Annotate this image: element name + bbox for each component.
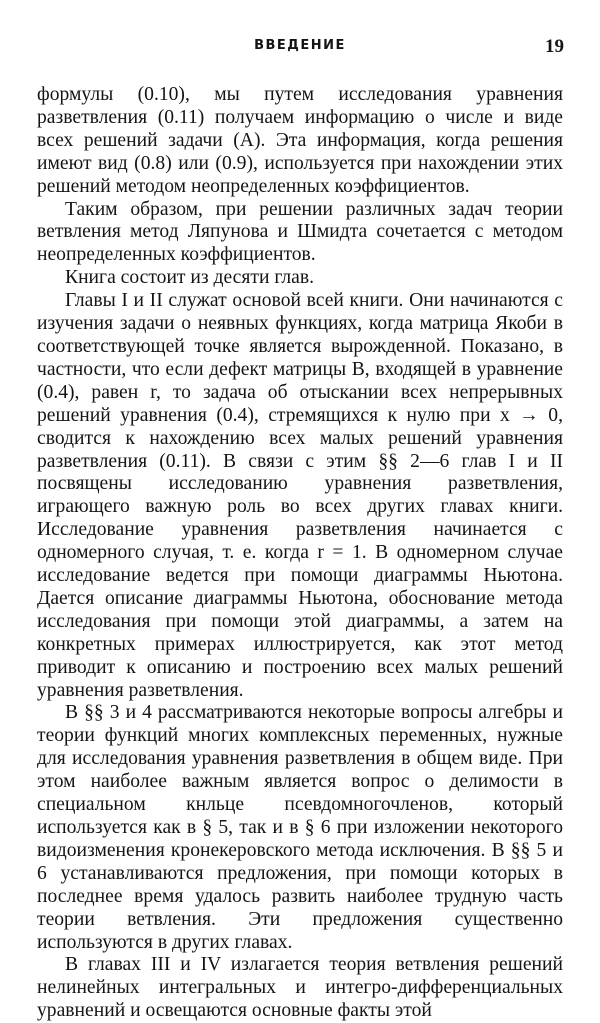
paragraph: Главы I и II служат основой всей книги. Они начинаются с изучения задачи о неявных функциях, когда матрица Якоби в соответствующей точке является вырожденной. Показано, в частности, что если дефект матрицы B, входящей в уравнение (0.4), равен r, то задача об отыскании всех непрерывных решений уравнения (0.4), стремящихся к нулю при x → 0, сводится к нахождению всех малых решений уравнения разветвления (0.11). В связи с этим §§ 2—6 глав I и II посвящены исследованию уравнения разветвления, играющего важную роль во всех других главах книги. Исследование уравнения разветвления начинается с одномерного случая, т. е. когда r = 1. В одномерном случае исследование ведется при помощи диаграммы Ньютона. Дается описание диаграммы Ньютона, обоснование метода исследования при помощи этой диаграммы, а затем на конкретных примерах иллюстрируется, как этот метод приводит к описанию и построению всех малых решений уравнения разветвления. <box>37 290 563 701</box>
paragraph: В §§ 3 и 4 рассматриваются некоторые вопросы алгебры и теории функций многих комплексных переменных, нужные для исследования уравнения разветвления в общем виде. При этом наиболее важным является вопрос о делимости в специальном кнльце псевдомногочленов, который используется как в § 5, так и в § 6 при изложении некоторого видоизменения кронекеровского метода исключения. В §§ 5 и 6 устанавливаются предложения, при помощи которых в последнее время удалось развить наиболее трудную часть теории ветвления. Эти предложения существенно используются в других главах. <box>37 702 563 953</box>
page-header <box>36 38 564 62</box>
paragraph: формулы (0.10), мы путем исследования уравнения разветвления (0.11) получаем информацию о числе и виде всех решений задачи (A). Эта информация, когда решения имеют вид (0.8) или (0.9), используется при нахождении этих решений методом неопределенных коэффициентов. <box>37 84 563 197</box>
paragraph: Таким образом, при решении различных задач теории ветвления метод Ляпунова и Шмидта сочетается с методом неопределенных коэффициентов. <box>37 198 563 266</box>
page-number: 19 <box>545 36 564 57</box>
paragraph: Книга состоит из десяти глав. <box>65 267 314 289</box>
paragraph: В главах III и IV излагается теория ветвления решений нелинейных интегральных и интегро-дифференциальных уравнений и освещаются основные факты этой <box>37 954 563 1022</box>
body-text <box>37 84 563 1023</box>
running-head: ВВЕДЕНИЕ <box>254 38 346 53</box>
